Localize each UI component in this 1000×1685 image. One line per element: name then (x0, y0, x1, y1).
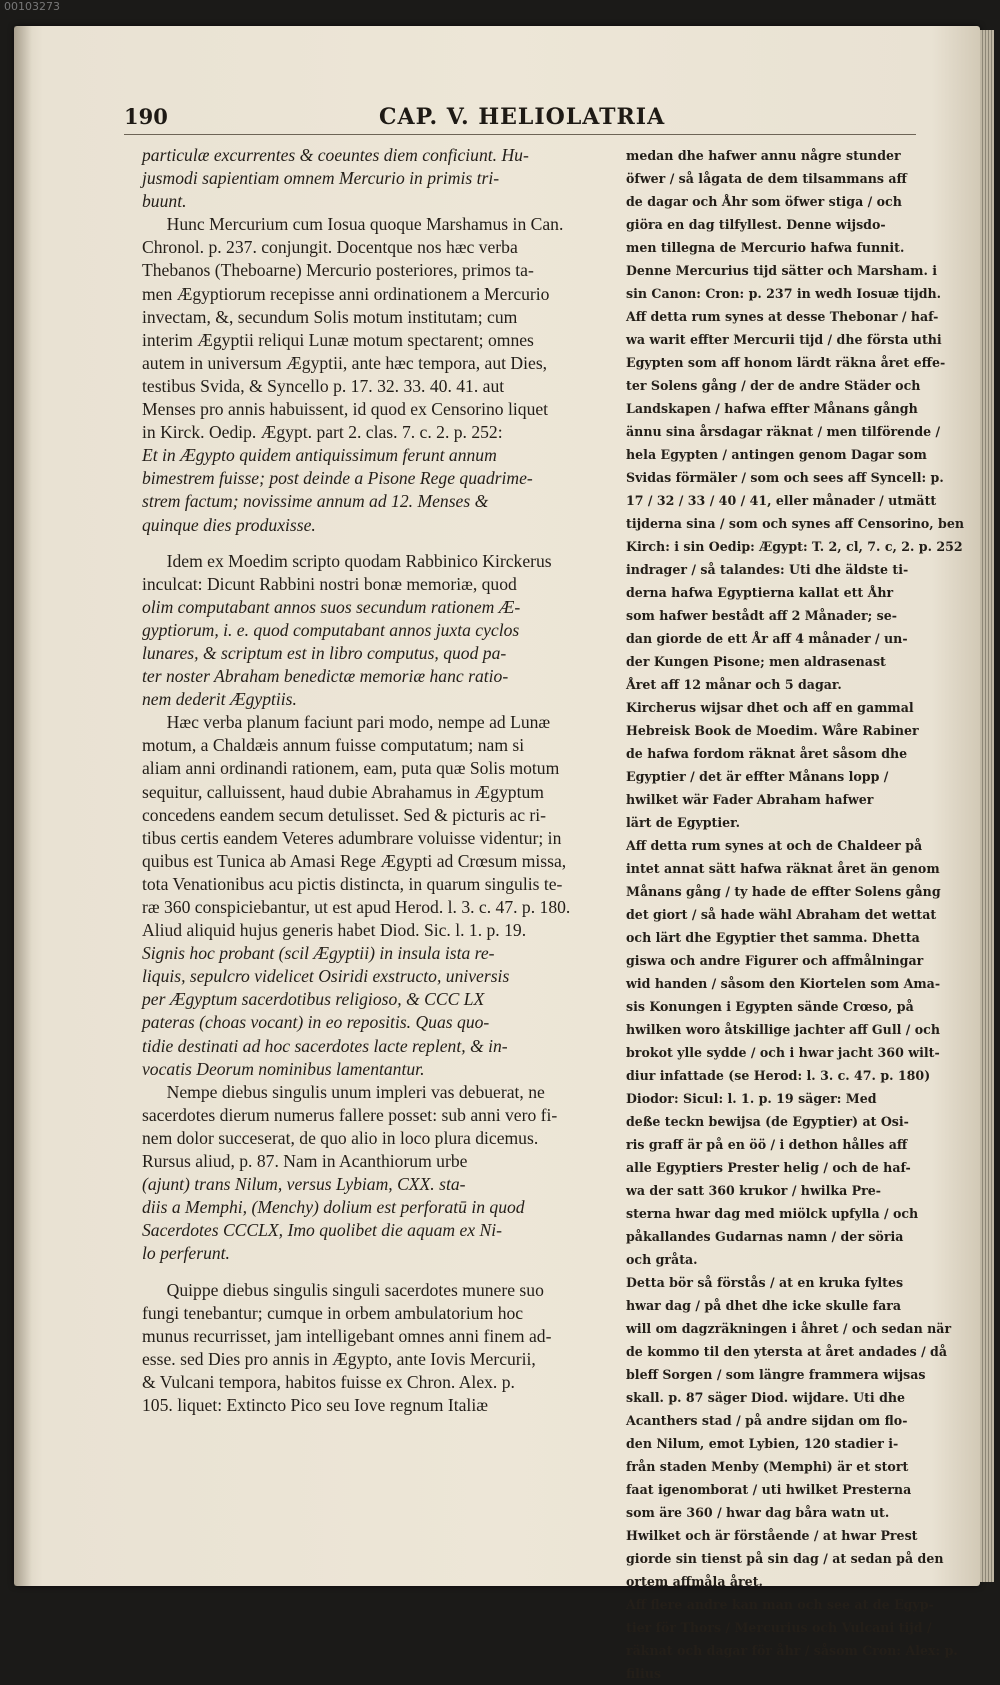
text-line: Året aff 12 månar och 5 dagar. (626, 677, 842, 692)
text-line: nem dederit Ægyptiis. (142, 689, 297, 710)
text-line: wa der satt 360 krukor / hwilka Pre- (626, 1183, 881, 1198)
running-head: CAP. V. HELIOLATRIA (379, 104, 666, 130)
text-line: deße teckn bewijsa (de Egyptier) at Osi- (626, 1114, 909, 1129)
text-line: testibus Svida, & Syncello p. 17. 32. 33. 40. 41. aut (142, 375, 505, 396)
text-line: Signis hoc probant (scil Ægyptii) in insula ista re- (142, 943, 495, 964)
text-line: sterna hwar dag med miölck upfylla / och (626, 1206, 919, 1221)
text-line: Landskapen / hafwa effter Månans gångh (626, 401, 918, 416)
text-line: diis a Memphi, (Menchy) dolium est perforatū in quod (142, 1197, 525, 1218)
text-line: aliam anni ordinandi rationem, eam, puta quæ Solis motum (142, 758, 560, 779)
text-line: de dagar och Åhr som öfwer stiga / och (626, 194, 902, 209)
text-line: hela Egypten / antingen genom Dagar som (626, 447, 927, 462)
text-line: dan giorde de ett År aff 4 månader / un- (626, 631, 908, 646)
text-line: indrager / så talandes: Uti dhe äldste ti- (626, 562, 909, 577)
text-line: från staden Menby (Memphi) är et stort (626, 1459, 909, 1474)
text-line: concedens eandem secum detulisset. Sed & picturis ac ri- (142, 804, 547, 825)
text-line: sacerdotes dierum numerus fallere posset: sub anni vero fi- (142, 1104, 558, 1125)
text-line: Rursus aliud, p. 87. Nam in Acanthiorum urbe (142, 1151, 468, 1172)
text-line: inculcat: Dicunt Rabbini nostri bonæ memoriæ, quod (142, 573, 517, 594)
text-line: skall. p. 87 säger Diod. wijdare. Uti dhe (626, 1390, 906, 1405)
page-edges (980, 30, 994, 1582)
text-line: motum, a Chaldæis annum fuisse computatum; nam si (142, 735, 525, 756)
text-line: den Nilum, emot Lybien, 120 stadier i- (626, 1436, 899, 1451)
text-line: Chronol. p. 237. conjungit. Docentque nos hæc verba (142, 237, 518, 258)
latin-column (142, 144, 612, 1417)
text-line: sis Konungen i Egypten sände Crœso, på (626, 999, 914, 1014)
text-line: de hafwa fordom räknat året såsom dhe (626, 746, 908, 761)
text-line: pateras (choas vocant) in eo repositis. Quas quo- (142, 1012, 490, 1033)
paragraph-gap (142, 537, 612, 550)
text-line: liquis, sepulcro videlicet Osiridi exstructo, universis (142, 966, 510, 987)
text-line: lärt de Egyptier. (626, 815, 740, 830)
text-line: tibus certis eandem Veteres adumbrare voluisse videntur; in (142, 827, 562, 848)
text-line: bimestrem fuisse; post deinde a Pisone Rege quadrime- (142, 468, 533, 489)
text-line: som äre 360 / hwar dag båra watn ut. (626, 1505, 890, 1520)
text-line: Svidas förmäler / som och sees aff Syncell: p. (626, 470, 944, 485)
paragraph-gap (142, 1266, 612, 1279)
text-line: Hebreisk Book de Moedim. Wåre Rabiner (626, 723, 919, 738)
text-line: Kirch: i sin Oedip: Ægypt: T. 2, cl, 7. c, 2. p. 252 (626, 539, 963, 554)
header-rule (124, 134, 916, 135)
text-line: Aff flere andre kan man och see at de Egyp- (626, 1597, 934, 1612)
text-line: medan dhe hafwer annu någre stunder (626, 148, 901, 163)
text-line: alle Egyptiers Prester helig / och de haf- (626, 1160, 911, 1175)
text-line: Acanthers stad / på andre sijdan om flo- (626, 1413, 908, 1428)
text-line: lunares, & scriptum est in libro computus, quod pa- (142, 642, 507, 663)
text-line: der Kungen Pisone; men aldrasenast (626, 654, 886, 669)
text-line: quibus est Tunica ab Amasi Rege Ægypti ad Crœsum missa, (142, 850, 567, 871)
text-line: hwilket wär Fader Abraham hafwer (626, 792, 874, 807)
text-line: 17 / 32 / 33 / 40 / 41, eller månader / utmätt (626, 493, 937, 508)
text-line: jusmodi sapientiam omnem Mercurio in primis tri- (142, 168, 500, 189)
text-line: påkallandes Gudarnas namn / der söria (626, 1229, 904, 1244)
text-line: Egyptier / det är effter Månans lopp / (626, 769, 889, 784)
text-line: det giort / så hade wähl Abraham det wettat (626, 907, 937, 922)
text-line: quinque dies produxisse. (142, 514, 316, 535)
text-line: esse. sed Dies pro annis in Ægypto, ante Iovis Mercurii, (142, 1348, 536, 1369)
text-line: Detta bör så förstås / at en kruka fyltes (626, 1275, 904, 1290)
text-line: intet annat sätt hafwa räknat året än genom (626, 861, 940, 876)
text-line: öfwer / så lågata de dem tilsammans aff (626, 171, 907, 186)
text-line: invectam, &, secundum Solis motum institutam; cum (142, 306, 518, 327)
text-line: Hwilket och är förstående / at hwar Prest (626, 1528, 918, 1543)
text-line: ris graff är på en öö / i dethon hålles aff (626, 1137, 908, 1152)
text-line: gyptiorum, i. e. quod computabant annos juxta cyclos (142, 619, 520, 640)
text-line: Thebanos (Theboarne) Mercurio posteriores, primos ta- (142, 260, 534, 281)
text-line: Aff detta rum synes at och de Chaldeer på (626, 838, 923, 853)
scan-label: 00103273 (4, 0, 60, 13)
text-line: vocatis Deorum nominibus lamentantur. (142, 1058, 425, 1079)
text-line: will om dagzräkningen i åhret / och sedan när (626, 1321, 952, 1336)
text-line: buunt. (142, 191, 187, 212)
text-line: som hafwer bestådt aff 2 Månader; se- (626, 608, 897, 623)
text-line: Denne Mercurius tijd sätter och Marsham. i (626, 263, 938, 278)
text-line: de kommo til den ytersta at året andades / då (626, 1344, 948, 1359)
text-line: ter Solens gång / der de andre Städer och (626, 378, 921, 393)
text-line: nem dolor succeserat, de quo alio in loco plura dicemus. (142, 1127, 539, 1148)
text-line: per Ægyptum sacerdotibus religioso, & CCC LX (142, 989, 485, 1010)
text-line: och lärt dhe Egyptier thet samma. Dhetta (626, 930, 920, 945)
text-line: men Ægyptiorum recepisse anni ordinationem a Mercurio (142, 283, 550, 304)
text-line: Quippe diebus singulis singuli sacerdotes munere suo (166, 1279, 544, 1300)
text-line: ræ 360 conspiciebantur, ut est apud Herod. l. 3. c. 47. p. 180. (142, 897, 571, 917)
text-line: strem factum; novissime annum ad 12. Menses & (142, 491, 489, 512)
text-line: autem in universum Ægyptii, ante hæc tempora, aut Dies, (142, 352, 548, 373)
text-line: in Kirck. Oedip. Ægypt. part 2. clas. 7. c. 2. p. 252: (142, 422, 503, 443)
text-line: men tillegna de Mercurio hafwa funnit. (626, 240, 905, 255)
text-line: brokot ylle sydde / och i hwar jacht 360 wilt- (626, 1045, 940, 1060)
text-line: & Vulcani tempora, habitos fuisse ex Chron. Alex. p. (142, 1371, 515, 1392)
text-line: hwar dag / på dhet dhe icke skulle fara (626, 1298, 902, 1313)
text-line: Diodor: Sicul: l. 1. p. 19 säger: Med (626, 1091, 877, 1106)
text-line: Månans gång / ty hade de effter Solens gång (626, 884, 941, 899)
text-line: ter noster Abraham benedictæ memoriæ hanc ratio- (142, 666, 509, 687)
text-line: giorde sin tienst på sin dag / at sedan på den (626, 1551, 944, 1566)
text-line: giöra en dag tilfyllest. Denne wijsdo- (626, 217, 886, 232)
swedish-column (626, 144, 965, 1685)
text-line: diur infattade (se Herod: l. 3. c. 47. p. 180) (626, 1068, 931, 1083)
text-line: lo perferunt. (142, 1243, 230, 1264)
page-header (124, 104, 908, 134)
text-line: Aliud aliquid hujus generis habet Diod. Sic. l. 1. p. 19. (142, 920, 527, 941)
text-line: tota Venationibus acu pictis distincta, in quarum singulis te- (142, 873, 563, 894)
text-line: olim computabant annos suos secundum rationem Æ- (142, 596, 521, 617)
text-line: Et in Ægypto quidem antiquissimum ferunt annum (142, 445, 497, 466)
text-line: munus recurrisset, jam intelligebant omnes anni finem ad- (142, 1325, 552, 1346)
text-line: ortem affmåla året. (626, 1574, 763, 1589)
text-line: ännu sina årsdagar räknat / men tilförende / (626, 424, 941, 439)
text-line: giswa och andre Figurer och affmålningar (626, 953, 924, 968)
text-line: 105. liquet: Extincto Pico seu Iove regnum Italiæ (142, 1394, 488, 1415)
text-line: och gråta. (626, 1252, 698, 1267)
text-line: Egypten som aff honom lärdt räkna året effe- (626, 355, 946, 370)
text-line: Hunc Mercurium cum Iosua quoque Marshamus in Can. (166, 214, 564, 235)
text-line: tier för Thors / Mercurius och Vulcani tijd / (626, 1620, 932, 1635)
gutter-shadow (14, 26, 32, 1586)
text-line: Nempe diebus singulis unum impleri vas debuerat, ne (166, 1081, 545, 1102)
text-line: bleff Sorgen / som längre frammera wijsas (626, 1367, 926, 1382)
text-line: particulæ excurrentes & coeuntes diem conficiunt. Hu- (142, 145, 529, 165)
text-line: fungi tenebantur; cumque in orbem ambulatorium hoc (142, 1302, 524, 1323)
text-line: interim Ægyptii reliqui Lunæ motum spectarent; omnes (142, 329, 534, 350)
text-line: Kircherus wijsar dhet och aff en gammal (626, 700, 914, 715)
text-line: Sacerdotes CCCLX, Imo quolibet die aquam ex Ni- (142, 1220, 502, 1241)
text-line: Aff detta rum synes at desse Thebonar / haf- (626, 309, 939, 324)
text-line: wid handen / såsom den Kiortelen som Ama- (626, 976, 941, 991)
page-number: 190 (124, 104, 168, 129)
text-line: sin Canon: Cron: p. 237 in wedh Iosuæ tijdh. (626, 286, 942, 301)
text-line: sequitur, calluissent, haud dubie Abrahamus in Ægyptum (142, 781, 544, 802)
text-line: wa warit effter Mercurii tijd / dhe första uthi (626, 332, 942, 347)
text-line: Idem ex Moedim scripto quodam Rabbinico Kirckerus (166, 550, 552, 571)
text-line: derna hafwa Egyptierna kallat ett Åhr (626, 585, 894, 600)
text-line: räknat och dagar för åhr / såsom Cron: Alex: p. (626, 1643, 958, 1658)
text-line: tijderna sina / som och synes aff Censorino, ben (626, 516, 965, 531)
text-line: filius (626, 1666, 661, 1681)
text-line: hwilken woro åtskillige jachter aff Gull / och (626, 1022, 940, 1037)
text-line: Hæc verba planum faciunt pari modo, nempe ad Lunæ (166, 712, 551, 733)
text-line: (ajunt) trans Nilum, versus Lybiam, CXX. sta- (142, 1174, 466, 1195)
text-line: tidie destinati ad hoc sacerdotes lacte replent, & in- (142, 1035, 508, 1056)
text-line: Menses pro annis habuissent, id quod ex Censorino liquet (142, 399, 549, 420)
text-line: faat igenomborat / uti hwilket Presterna (626, 1482, 912, 1497)
